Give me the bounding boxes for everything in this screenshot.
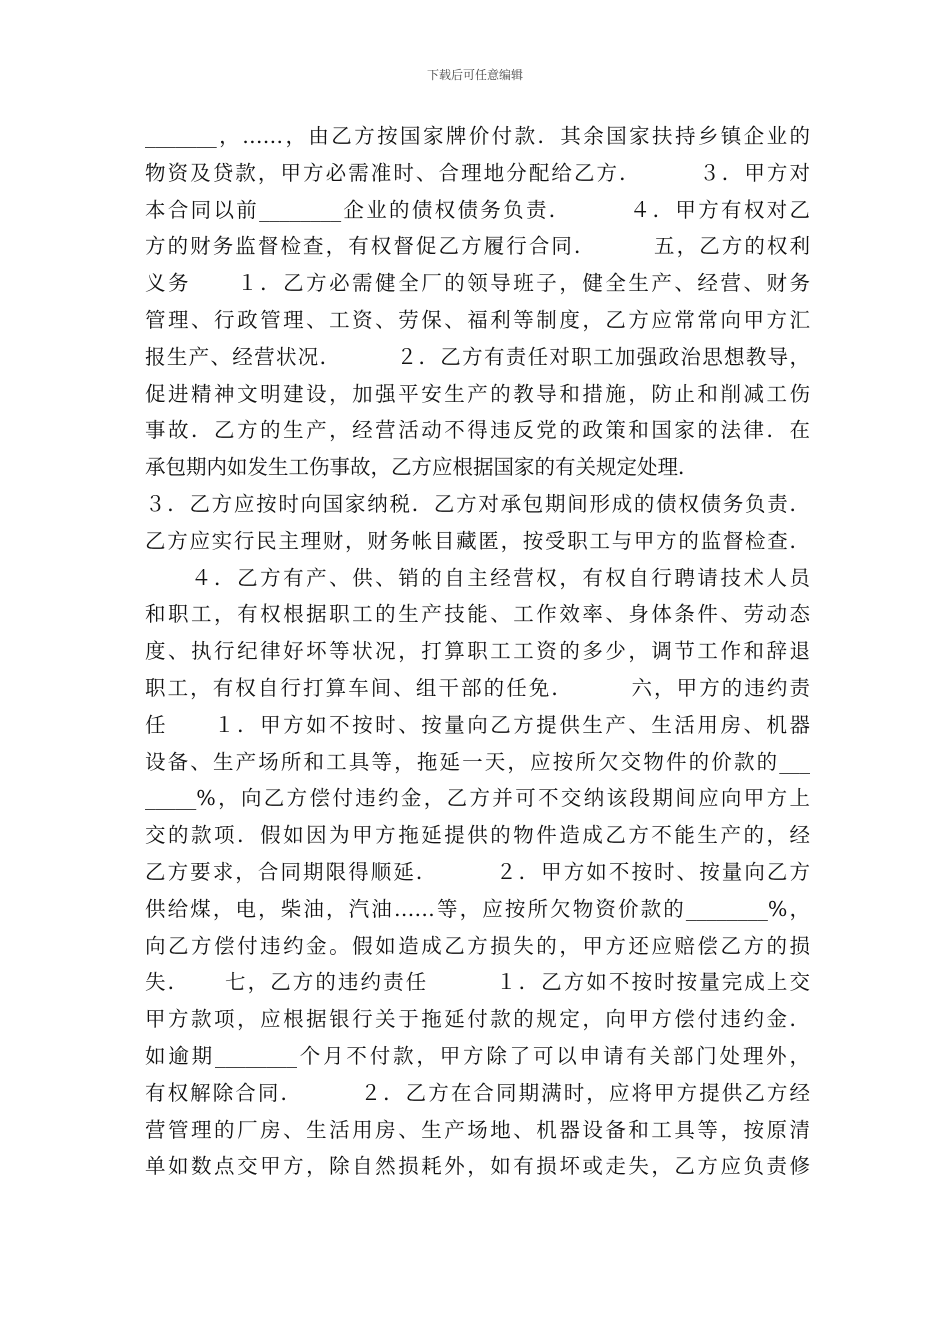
text-line: 报生产、经营状况． ２．乙方有责任对职工加强政治思想教导， bbox=[145, 344, 810, 369]
text-line: 设备、生产场所和工具等，拖延一天，应按所欠交物件的价款的___ bbox=[145, 749, 810, 774]
text-line: 有权解除合同． ２．乙方在合同期满时，应将甲方提供乙方经 bbox=[145, 1080, 810, 1105]
text-line: _____%，向乙方偿付违约金，乙方并可不交纳该段期间应向甲方上 bbox=[145, 786, 810, 811]
text-line: 职工，有权自行打算车间、组干部的任免． 六，甲方的违约责 bbox=[145, 675, 810, 700]
text-line: 义务 １．乙方必需健全厂的领导班子，健全生产、经营、财务 bbox=[145, 271, 810, 296]
text-line: 如逾期________个月不付款，甲方除了可以申请有关部门处理外， bbox=[145, 1043, 810, 1068]
text-line: ４．乙方有产、供、销的自主经营权，有权自行聘请技术人员 bbox=[145, 565, 810, 590]
text-line: 事故．乙方的生产，经营活动不得违反党的政策和国家的法律．在 bbox=[145, 418, 810, 443]
text-line: 供给煤，电，柴油，汽油……等，应按所欠物资价款的________%， bbox=[145, 896, 810, 921]
text-line: 甲方款项，应根据银行关于拖延付款的规定，向甲方偿付违约金． bbox=[145, 1007, 810, 1032]
text-line: 任 １．甲方如不按时、按量向乙方提供生产、生活用房、机器 bbox=[145, 712, 810, 737]
text-line: _______，……，由乙方按国家牌价付款．其余国家扶持乡镇企业的 bbox=[145, 124, 810, 148]
text-line: 营管理的厂房、生活用房、生产场地、机器设备和工具等，按原清 bbox=[145, 1117, 810, 1142]
text-line: 管理、行政管理、工资、劳保、福利等制度，乙方应常常向甲方汇 bbox=[145, 307, 810, 332]
text-line: 乙方要求，合同期限得顺延． ２．甲方如不按时、按量向乙方 bbox=[145, 859, 810, 884]
text-line: 方的财务监督检查，有权督促乙方履行合同． 五，乙方的权利 bbox=[145, 234, 810, 259]
text-line: 失． 七，乙方的违约责任 １．乙方如不按时按量完成上交 bbox=[145, 970, 810, 995]
text-line: 交的款项．假如因为甲方拖延提供的物件造成乙方不能生产的，经 bbox=[145, 823, 810, 848]
text-line: 促进精神文明建设，加强平安生产的教导和措施，防止和削减工伤 bbox=[145, 381, 810, 406]
text-line: ３．乙方应按时向国家纳税．乙方对承包期间形成的债权债务负责． bbox=[145, 491, 810, 516]
text-line: 和职工，有权根据职工的生产技能、工作效率、身体条件、劳动态 bbox=[145, 602, 810, 627]
text-line: 单如数点交甲方，除自然损耗外，如有损坏或走失，乙方应负责修 bbox=[145, 1154, 810, 1179]
text-line: 本合同以前________企业的债权债务负责． ４．甲方有权对乙 bbox=[145, 197, 810, 222]
text-line: 乙方应实行民主理财，财务帐目藏匿，按受职工与甲方的监督检查． bbox=[145, 528, 810, 553]
text-line: 物资及贷款，甲方必需准时、合理地分配给乙方． ３．甲方对 bbox=[145, 160, 810, 185]
text-line: 向乙方偿付违约金。假如造成乙方损失的，甲方还应赔偿乙方的损 bbox=[145, 933, 810, 958]
contract-body bbox=[145, 118, 810, 1185]
page-header: 下载后可任意编辑 bbox=[426, 68, 523, 82]
text-line: 承包期内如发生工伤事故，乙方应根据国家的有关规定处理． bbox=[145, 455, 699, 480]
text-line: 度、执行纪律好坏等状况，打算职工工资的多少，调节工作和辞退 bbox=[145, 639, 810, 664]
